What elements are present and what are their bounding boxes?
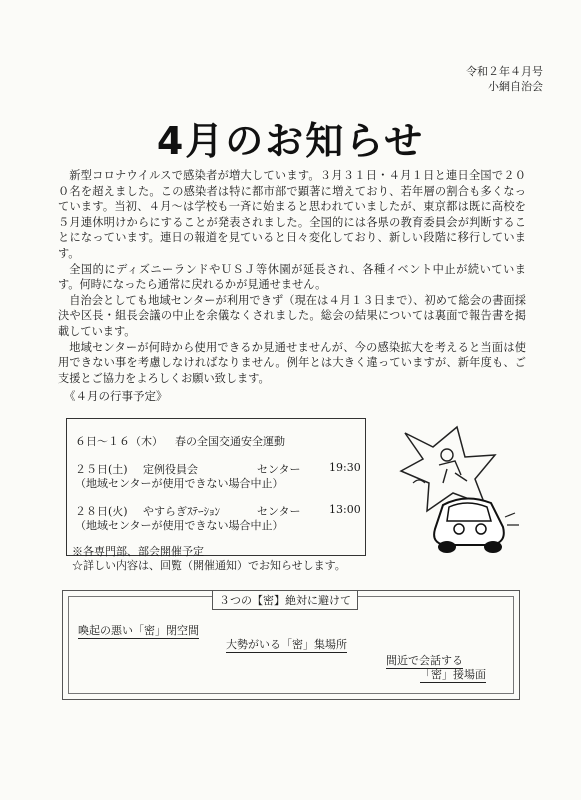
event-place: センター	[257, 505, 301, 518]
three-c-title: ３つの【密】絶対に避けて	[212, 590, 358, 610]
event-date: ６日～１６（木）	[75, 435, 163, 448]
main-text	[58, 168, 526, 386]
issue-date: 令和２年４月号	[466, 65, 543, 78]
event-name: 春の全国交通安全運動	[175, 435, 285, 448]
three-c-item: 大勢がいる「密」集場所	[226, 638, 347, 651]
three-c-item: 喚起の悪い「密」閉空間	[78, 624, 199, 637]
paragraph: 全国的にディズニーランドやＵＳＪ等休園が延長され、各種イベント中止が続いています。何時になったら通常に戻れるかが見通せません。	[58, 262, 526, 292]
paragraph: 新型コロナウイルスで感染者が増大しています。３月３１日・４月１日と連日全国で２００名を超えました。この感染者は特に都市部で顕著に増えており、若年層の割合も多くなっています。当初、４月～は学校も一斉に始まると思われていましたが、東京都は既に高校を５月連休明けからにすることが発表されました。全国的には各県の教育委員会が判断することになっています。連日の報道を見ていると日々変化しており、新しい段階に移行しています。	[58, 169, 526, 260]
schedule-note: ※各専門部、部会開催予定	[72, 545, 204, 558]
event-name: やすらぎｽﾃｰｼｮﾝ	[143, 505, 220, 518]
cancel-note: （地域センターが使用できない場合中止）	[75, 477, 284, 490]
organization-name: 小網自治会	[488, 80, 543, 93]
event-place: センター	[257, 463, 301, 476]
page-title: 4月のお知らせ	[156, 119, 425, 163]
car-illustration-icon	[395, 425, 525, 555]
paragraph: 自治会としても地域センターが利用できず（現在は４月１３日まで）、初めて総会の書面採決や区長・組長会議の中止を余儀なくされました。総会の結果については裏面で報告書を掲載しています。	[58, 293, 526, 338]
issue-header	[466, 64, 543, 94]
event-time: 19:30	[329, 461, 361, 474]
schedule-note: ☆詳しい内容は、回覧（開催通知）でお知らせします。	[72, 559, 346, 572]
event-date: ２８日(火)	[75, 505, 128, 518]
event-name: 定例役員会	[143, 463, 198, 476]
paragraph: 地域センターが何時から使用できるか見通せませんが、今の感染拡大を考えると当面は使用できない事を考慮しなければなりません。例年とは大きく違っていますが、新年度も、ご支援とご協力をよろしくお願い致します。	[58, 340, 526, 385]
three-c-item: 「密」接場面	[420, 668, 486, 681]
schedule-box	[66, 418, 366, 556]
event-date: ２５日(土)	[75, 463, 128, 476]
cancel-note: （地域センターが使用できない場合中止）	[75, 519, 284, 532]
schedule-heading: 《４月の行事予定》	[64, 389, 168, 403]
three-c-item: 間近で会話する	[386, 654, 463, 667]
event-time: 13:00	[329, 503, 361, 516]
